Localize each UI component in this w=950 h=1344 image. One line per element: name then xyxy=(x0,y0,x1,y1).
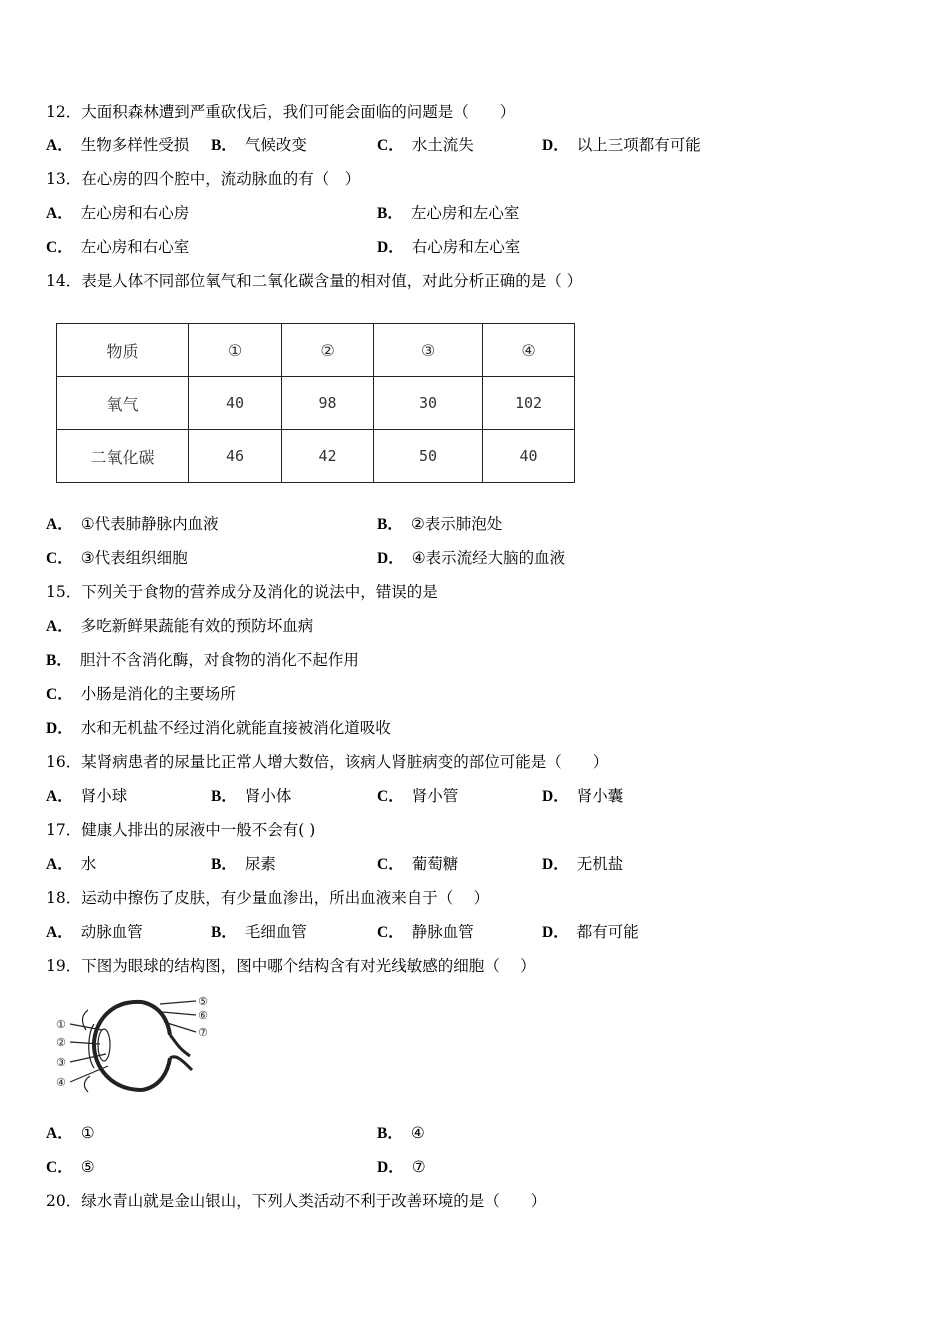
table-header-cell: ② xyxy=(282,324,374,377)
q18-option-d: D． 都有可能 xyxy=(542,923,639,941)
q19-option-d: D． ⑦ xyxy=(377,1158,426,1176)
q12-option-b: B． 气候改变 xyxy=(211,136,307,154)
q19-option-c: C． ⑤ xyxy=(46,1158,95,1176)
q16-option-c: C． 肾小管 xyxy=(377,787,459,805)
q16-option-a: A． 肾小球 xyxy=(46,787,128,805)
table-header-cell: ④ xyxy=(483,324,575,377)
eye-label-4: ④ xyxy=(56,1076,66,1089)
q13-option-a: A． 左心房和右心房 xyxy=(46,204,190,222)
q16-option-d: D． 肾小囊 xyxy=(542,787,624,805)
table-header-cell: 物质 xyxy=(57,324,189,377)
eye-lens xyxy=(98,1029,110,1061)
eye-label-2: ② xyxy=(56,1036,66,1049)
q14-option-d: D． ④表示流经大脑的血液 xyxy=(377,549,566,567)
q14-option-a: A． ①代表肺静脉内血液 xyxy=(46,515,219,533)
q14-option-b: B． ②表示肺泡处 xyxy=(377,515,503,533)
q12-option-a: A． 生物多样性受损 xyxy=(46,136,190,154)
table-row xyxy=(57,377,575,430)
table-header-row xyxy=(57,324,575,377)
q19-option-b: B． ④ xyxy=(377,1124,425,1142)
q15-option-a: A． 多吃新鲜果蔬能有效的预防坏血病 xyxy=(46,617,314,635)
q15-option-c: C． 小肠是消化的主要场所 xyxy=(46,685,236,703)
q17-option-c: C． 葡萄糖 xyxy=(377,855,459,873)
table-cell: 50 xyxy=(374,430,483,483)
table-cell: 46 xyxy=(189,430,282,483)
q13-option-c: C． 左心房和右心室 xyxy=(46,238,190,256)
table-cell: 30 xyxy=(374,377,483,430)
eye-label-7: ⑦ xyxy=(198,1026,208,1039)
question-17-stem: 17．健康人排出的尿液中一般不会有( ) xyxy=(46,821,316,839)
table-cell: 42 xyxy=(282,430,374,483)
eye-label-3: ③ xyxy=(56,1056,66,1069)
q17-option-a: A． 水 xyxy=(46,855,97,873)
question-13-stem: 13．在心房的四个腔中，流动脉血的有（ ） xyxy=(46,170,361,188)
q16-option-b: B． 肾小体 xyxy=(211,787,292,805)
q19-option-a: A． ① xyxy=(46,1124,95,1142)
q13-option-b: B． 左心房和左心室 xyxy=(377,204,520,222)
q18-option-c: C． 静脉血管 xyxy=(377,923,474,941)
table-row xyxy=(57,430,575,483)
q18-option-a: A． 动脉血管 xyxy=(46,923,143,941)
q12-option-d: D． 以上三项都有可能 xyxy=(542,136,701,154)
eye-label-5: ⑤ xyxy=(198,995,208,1008)
q15-option-d: D． 水和无机盐不经过消化就能直接被消化道吸收 xyxy=(46,719,391,737)
question-20-stem: 20．绿水青山就是金山银山，下列人类活动不利于改善环境的是（ ） xyxy=(46,1192,547,1210)
table-cell: 40 xyxy=(483,430,575,483)
eyeball-diagram xyxy=(50,990,220,1100)
table-cell: 二氧化碳 xyxy=(57,430,189,483)
table-cell: 氧气 xyxy=(57,377,189,430)
question-15-stem: 15．下列关于食物的营养成分及消化的说法中，错误的是 xyxy=(46,583,438,601)
table-cell: 40 xyxy=(189,377,282,430)
table-cell: 102 xyxy=(483,377,575,430)
eye-label-6: ⑥ xyxy=(198,1009,208,1022)
question-12-stem: 12．大面积森林遭到严重砍伐后，我们可能会面临的问题是（ ） xyxy=(46,103,516,121)
q17-option-b: B． 尿素 xyxy=(211,855,276,873)
q13-option-d: D． 右心房和左心室 xyxy=(377,238,521,256)
q12-option-c: C． 水土流失 xyxy=(377,136,474,154)
eye-label-1: ① xyxy=(56,1018,66,1031)
q17-option-d: D． 无机盐 xyxy=(542,855,624,873)
table-header-cell: ③ xyxy=(374,324,483,377)
table-header-cell: ① xyxy=(189,324,282,377)
question-16-stem: 16．某肾病患者的尿量比正常人增大数倍，该病人肾脏病变的部位可能是（ ） xyxy=(46,753,609,771)
table-cell: 98 xyxy=(282,377,374,430)
q18-option-b: B． 毛细血管 xyxy=(211,923,307,941)
question-14-stem: 14．表是人体不同部位氧气和二氧化碳含量的相对值，对此分析正确的是（ ） xyxy=(46,272,583,290)
eye-sclera-outline xyxy=(94,1002,142,1090)
q14-option-c: C． ③代表组织细胞 xyxy=(46,549,188,567)
q15-option-b: B． 胆汁不含消化酶，对食物的消化不起作用 xyxy=(46,651,359,669)
oxygen-co2-table xyxy=(56,323,575,483)
question-18-stem: 18．运动中擦伤了皮肤，有少量血渗出，所出血液来自于（ ） xyxy=(46,889,490,907)
question-19-stem: 19．下图为眼球的结构图，图中哪个结构含有对光线敏感的细胞（ ） xyxy=(46,957,536,975)
